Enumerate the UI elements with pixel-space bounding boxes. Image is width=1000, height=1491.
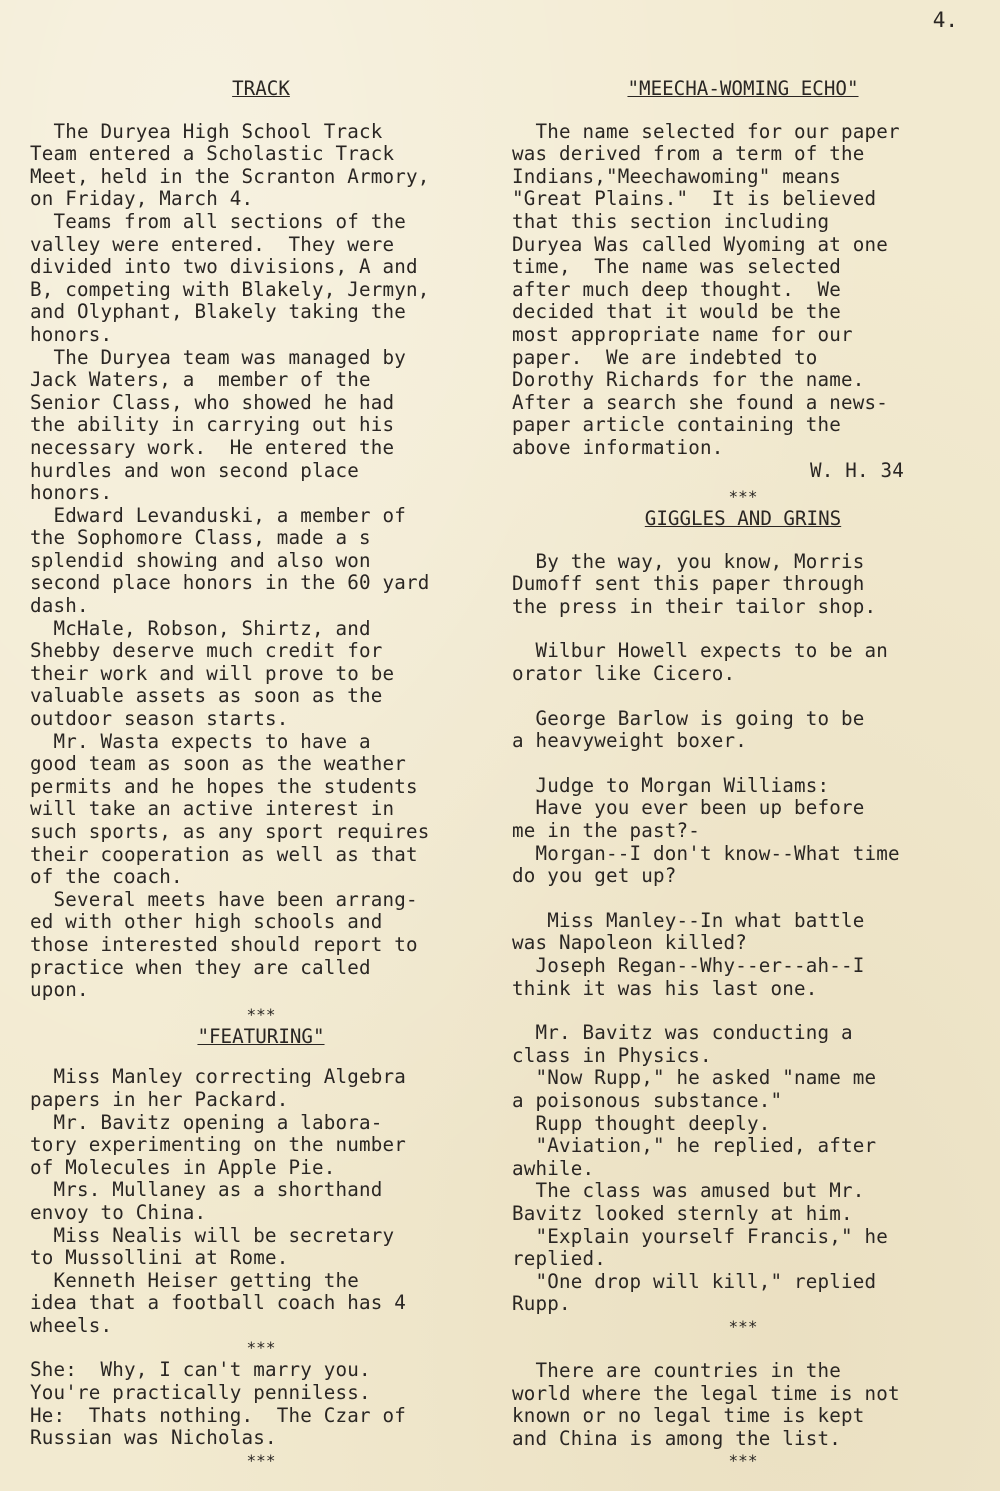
- text-line: Team entered a Scholastic Track: [30, 142, 395, 166]
- text-line: Dumoff sent this paper through: [512, 572, 865, 596]
- text-line: permits and he hopes the students: [30, 774, 418, 798]
- text-line: honors.: [30, 322, 113, 346]
- text-line: George Barlow is going to be: [512, 706, 865, 730]
- author-signature: W. H. 34: [809, 458, 904, 482]
- text-line: honors.: [30, 481, 113, 505]
- meecha-heading: "MEECHA-WOMING ECHO": [627, 77, 859, 100]
- page-number: 4.: [932, 8, 958, 32]
- giggles-jokes: [512, 551, 974, 1316]
- text-line: after much deep thought. We: [512, 277, 842, 301]
- text-line: their work and will prove to be: [30, 661, 395, 685]
- joke-block: [512, 1022, 974, 1316]
- text-line: Teams from all sections of the: [30, 209, 407, 233]
- text-line: and Olyphant, Blakely taking the: [30, 300, 407, 324]
- text-line: ed with other high schools and: [30, 910, 383, 934]
- text-line: of Molecules in Apple Pie.: [30, 1155, 336, 1179]
- text-line: papers in her Packard.: [30, 1087, 289, 1111]
- text-line: Edward Levanduski, a member of: [30, 503, 407, 527]
- text-line: necessary work. He entered the: [30, 435, 395, 459]
- text-line: "Explain yourself Francis," he: [512, 1224, 889, 1248]
- text-line: Mr. Wasta expects to have a: [30, 729, 371, 753]
- text-line: replied.: [512, 1247, 607, 1271]
- text-line: wheels.: [30, 1313, 113, 1337]
- joke-block: [512, 551, 974, 619]
- text-line: Morgan--I don't know--What time: [512, 841, 900, 865]
- text-line: known or no legal time is kept: [512, 1404, 865, 1428]
- joke-block: [512, 708, 974, 753]
- text-line: Miss Manley correcting Algebra: [30, 1065, 407, 1089]
- text-line: the ability in carrying out his: [30, 413, 395, 437]
- text-line: Indians,"Meechawoming" means: [512, 164, 842, 188]
- text-line: Duryea Was called Wyoming at one: [512, 232, 889, 256]
- separator-stars: ***: [728, 1316, 758, 1336]
- marriage-joke: [30, 1359, 492, 1449]
- text-line: He: Thats nothing. The Czar of: [30, 1403, 407, 1427]
- text-line: Mrs. Mullaney as a shorthand: [30, 1178, 383, 1202]
- text-line: The Duryea team was managed by: [30, 345, 407, 369]
- text-line: their cooperation as well as that: [30, 842, 418, 866]
- text-line: Rupp thought deeply.: [512, 1111, 771, 1135]
- text-line: You're practically penniless.: [30, 1381, 371, 1405]
- text-line: envoy to China.: [30, 1200, 207, 1224]
- text-line: The Duryea High School Track: [30, 119, 383, 143]
- text-line: will take an active interest in: [30, 797, 395, 821]
- text-line: "Aviation," he replied, after: [512, 1134, 877, 1158]
- text-line: to Mussollini at Rome.: [30, 1246, 289, 1270]
- text-line: Joseph Regan--Why--er--ah--I: [512, 954, 865, 977]
- text-line: Senior Class, who showed he had: [30, 390, 395, 414]
- text-line: Dorothy Richards for the name.: [512, 368, 865, 392]
- left-column: [30, 78, 492, 1472]
- text-line: was Napoleon killed?: [512, 931, 748, 955]
- text-line: class in Physics.: [512, 1043, 712, 1067]
- text-line: and China is among the list.: [512, 1426, 842, 1450]
- text-line: the Sophomore Class, made a s: [30, 526, 371, 550]
- text-line: Wilbur Howell expects to be an: [512, 639, 889, 663]
- text-line: of the coach.: [30, 865, 183, 889]
- text-line: divided into two divisions, A and: [30, 255, 418, 279]
- text-line: hurdles and won second place: [30, 458, 360, 482]
- text-line: decided that it would be the: [512, 300, 842, 324]
- text-line: dash.: [30, 594, 89, 618]
- text-line: the press in their tailor shop.: [512, 594, 877, 618]
- text-line: valley were entered. They were: [30, 232, 395, 256]
- right-column: [512, 78, 974, 1472]
- text-line: a heavyweight boxer.: [512, 729, 748, 753]
- text-line: those interested should report to: [30, 932, 418, 956]
- text-line: Shebby deserve much credit for: [30, 639, 383, 663]
- featuring-article: [30, 1066, 492, 1337]
- separator-stars: ***: [246, 1338, 276, 1358]
- text-line: practice when they are called: [30, 955, 371, 979]
- text-line: splendid showing and also won: [30, 548, 371, 572]
- text-line: Meet, held in the Scranton Armory,: [30, 164, 430, 188]
- text-line: Rupp.: [512, 1292, 571, 1316]
- text-line: The class was amused but Mr.: [512, 1179, 865, 1203]
- text-line: "Now Rupp," he asked "name me: [512, 1066, 877, 1090]
- meecha-article: [512, 121, 974, 460]
- joke-block: [512, 910, 974, 1000]
- text-line: She: Why, I can't marry you.: [30, 1358, 371, 1382]
- text-line: B, competing with Blakely, Jermyn,: [30, 277, 430, 301]
- text-line: Several meets have been arrang-: [30, 887, 418, 911]
- giggles-heading: GIGGLES AND GRINS: [644, 507, 842, 531]
- text-line: above information.: [512, 435, 724, 459]
- text-line: Jack Waters, a member of the: [30, 368, 371, 392]
- text-line: Mr. Bavitz was conducting a: [512, 1021, 853, 1045]
- text-line: There are countries in the: [512, 1358, 842, 1382]
- text-line: most appropriate name for our: [512, 322, 853, 346]
- separator-stars: ***: [246, 1004, 276, 1024]
- text-line: tory experimenting on the number: [30, 1133, 407, 1157]
- text-line: on Friday, March 4.: [30, 187, 254, 211]
- text-line: such sports, as any sport requires: [30, 820, 430, 843]
- track-heading: TRACK: [232, 77, 290, 100]
- text-line: paper article containing the: [512, 413, 842, 437]
- separator-stars: ***: [246, 1450, 276, 1470]
- text-line: upon.: [30, 978, 89, 1002]
- text-line: Judge to Morgan Williams:: [512, 773, 830, 797]
- text-line: me in the past?-: [512, 819, 701, 843]
- text-line: was derived from a term of the: [512, 142, 865, 166]
- text-line: orator like Cicero.: [512, 662, 736, 686]
- text-line: Miss Manley--In what battle: [512, 908, 865, 932]
- text-line: Russian was Nicholas.: [30, 1426, 277, 1450]
- text-line: By the way, you know, Morris: [512, 549, 865, 573]
- text-line: awhile.: [512, 1156, 595, 1180]
- track-article: [30, 121, 492, 1002]
- text-line: Bavitz looked sternly at him.: [512, 1201, 853, 1225]
- text-line: that this section including: [512, 209, 830, 233]
- text-line: good team as soon as the weather: [30, 752, 407, 776]
- featuring-heading: "FEATURING": [197, 1024, 325, 1048]
- separator-stars: ***: [728, 1451, 758, 1471]
- text-line: world where the legal time is not: [512, 1381, 900, 1405]
- text-line: Have you ever been up before: [512, 796, 865, 820]
- text-line: Kenneth Heiser getting the: [30, 1268, 360, 1292]
- legal-time-note: [512, 1360, 974, 1450]
- text-line: Miss Nealis will be secretary: [30, 1223, 395, 1247]
- text-line: "One drop will kill," replied: [512, 1269, 877, 1293]
- text-line: think it was his last one.: [512, 976, 818, 1000]
- text-line: paper. We are indebted to: [512, 345, 818, 369]
- text-line: Mr. Bavitz opening a labora-: [30, 1110, 383, 1134]
- text-line: After a search she found a news-: [512, 390, 889, 414]
- text-line: The name selected for our paper: [512, 119, 900, 143]
- joke-block: [512, 775, 974, 888]
- text-line: idea that a football coach has 4: [30, 1291, 407, 1315]
- text-line: time, The name was selected: [512, 255, 842, 279]
- joke-block: [512, 640, 974, 685]
- text-line: a poisonous substance.": [512, 1088, 783, 1112]
- text-line: outdoor season starts.: [30, 707, 289, 731]
- text-line: do you get up?: [512, 864, 677, 888]
- text-line: "Great Plains." It is believed: [512, 187, 877, 211]
- separator-stars: ***: [728, 487, 758, 507]
- text-line: valuable assets as soon as the: [30, 684, 383, 708]
- text-line: McHale, Robson, Shirtz, and: [30, 616, 371, 640]
- text-line: second place honors in the 60 yard: [30, 571, 430, 595]
